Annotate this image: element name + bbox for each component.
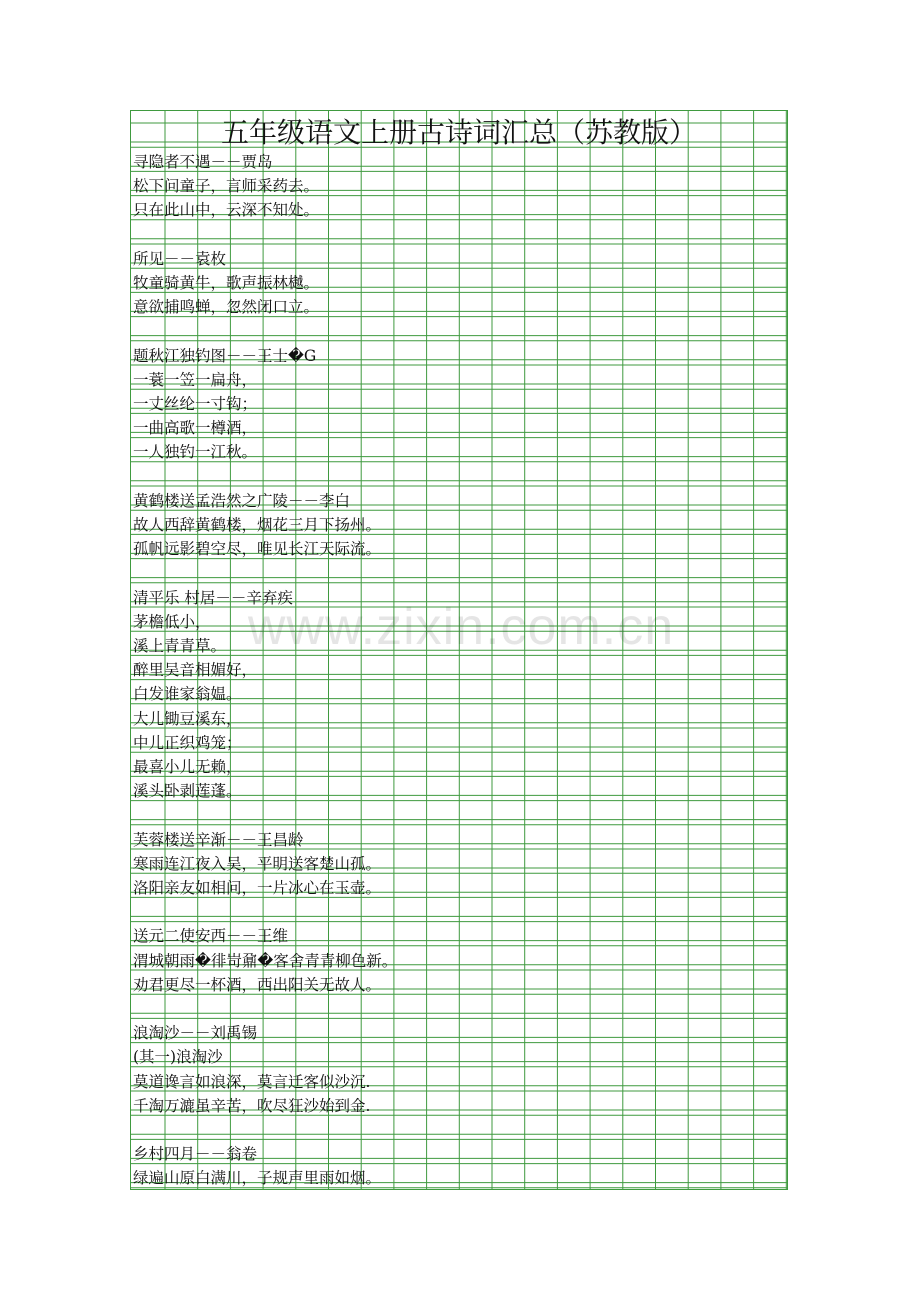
poem-line: 黄鹤楼送孟浩然之广陵－－李白	[133, 491, 351, 510]
poem-line: 一丈丝纶一寸钩；	[133, 395, 258, 413]
poem-line: 渭城朝雨�徘岢鼐�客舍青青柳色新。	[133, 951, 398, 970]
poem-line: 千淘万漉虽辛苦，吹尽狂沙始到金.	[133, 1096, 371, 1115]
poem-line: 洛阳亲友如相问，一片冰心在玉壶。	[133, 879, 382, 897]
poem-line: 茅檐低小，	[133, 612, 211, 631]
poem-line: 所见－－袁枚	[133, 249, 227, 268]
poem-line: 一人独钓一江秋。	[133, 443, 258, 462]
poem-line: 清平乐 村居－－辛弃疾	[133, 588, 293, 607]
poem-line: 孤帆远影碧空尽，唯见长江天际流。	[133, 540, 382, 559]
poem-line: 故人西辞黄鹤楼，烟花三月下扬州。	[133, 516, 382, 534]
poem-line: 芙蓉楼送辛渐－－王昌龄	[133, 830, 304, 849]
poem-line: 莫道谗言如浪深，莫言迁客似沙沉.	[133, 1072, 371, 1091]
poem-line: 最喜小儿无赖，	[133, 758, 242, 776]
poem-line: 一曲高歌一樽酒，	[133, 419, 258, 438]
poem-line: 乡村四月－－翁卷	[133, 1145, 258, 1164]
poem-line: 寒雨连江夜入吴，平明送客楚山孤。	[133, 854, 382, 873]
poem-line: 白发谁家翁媪。	[133, 685, 242, 704]
poem-line: 送元二使安西－－王维	[133, 927, 289, 946]
poem-line: 题秋江独钓图－－王士�G	[133, 346, 317, 365]
poem-line: 松下问童子，言师采药去。	[133, 177, 320, 196]
poem-line: 醉里吴音相媚好，	[133, 661, 258, 680]
poem-line: 中儿正织鸡笼；	[133, 733, 242, 752]
poem-sheet	[130, 110, 788, 1190]
watermark: www.zixin.com.cn	[247, 598, 675, 656]
poem-line: 劝君更尽一杯酒，西出阳关无故人。	[133, 975, 382, 994]
poem-line: 意欲捕鸣蝉，忽然闭口立。	[133, 298, 320, 317]
poem-line: 一蓑一笠一扁舟，	[133, 370, 258, 389]
poem-line: 牧童骑黄牛，歌声振林樾。	[133, 274, 320, 292]
poem-line: (其一)浪淘沙	[133, 1048, 223, 1067]
poem-line: 溪头卧剥莲蓬。	[133, 782, 242, 801]
poem-line: 绿遍山原白满川，子规声里雨如烟。	[133, 1169, 382, 1188]
poem-line: 浪淘沙－－刘禹锡	[133, 1024, 258, 1043]
page-title: 五年级语文上册古诗词汇总（苏教版）	[220, 116, 697, 149]
poem-line: 只在此山中，云深不知处。	[133, 201, 320, 220]
poem-line: 大儿锄豆溪东，	[133, 709, 242, 728]
poem-line: 溪上青青草。	[133, 637, 227, 655]
poem-line: 寻隐者不遇－－贾岛	[133, 153, 273, 171]
